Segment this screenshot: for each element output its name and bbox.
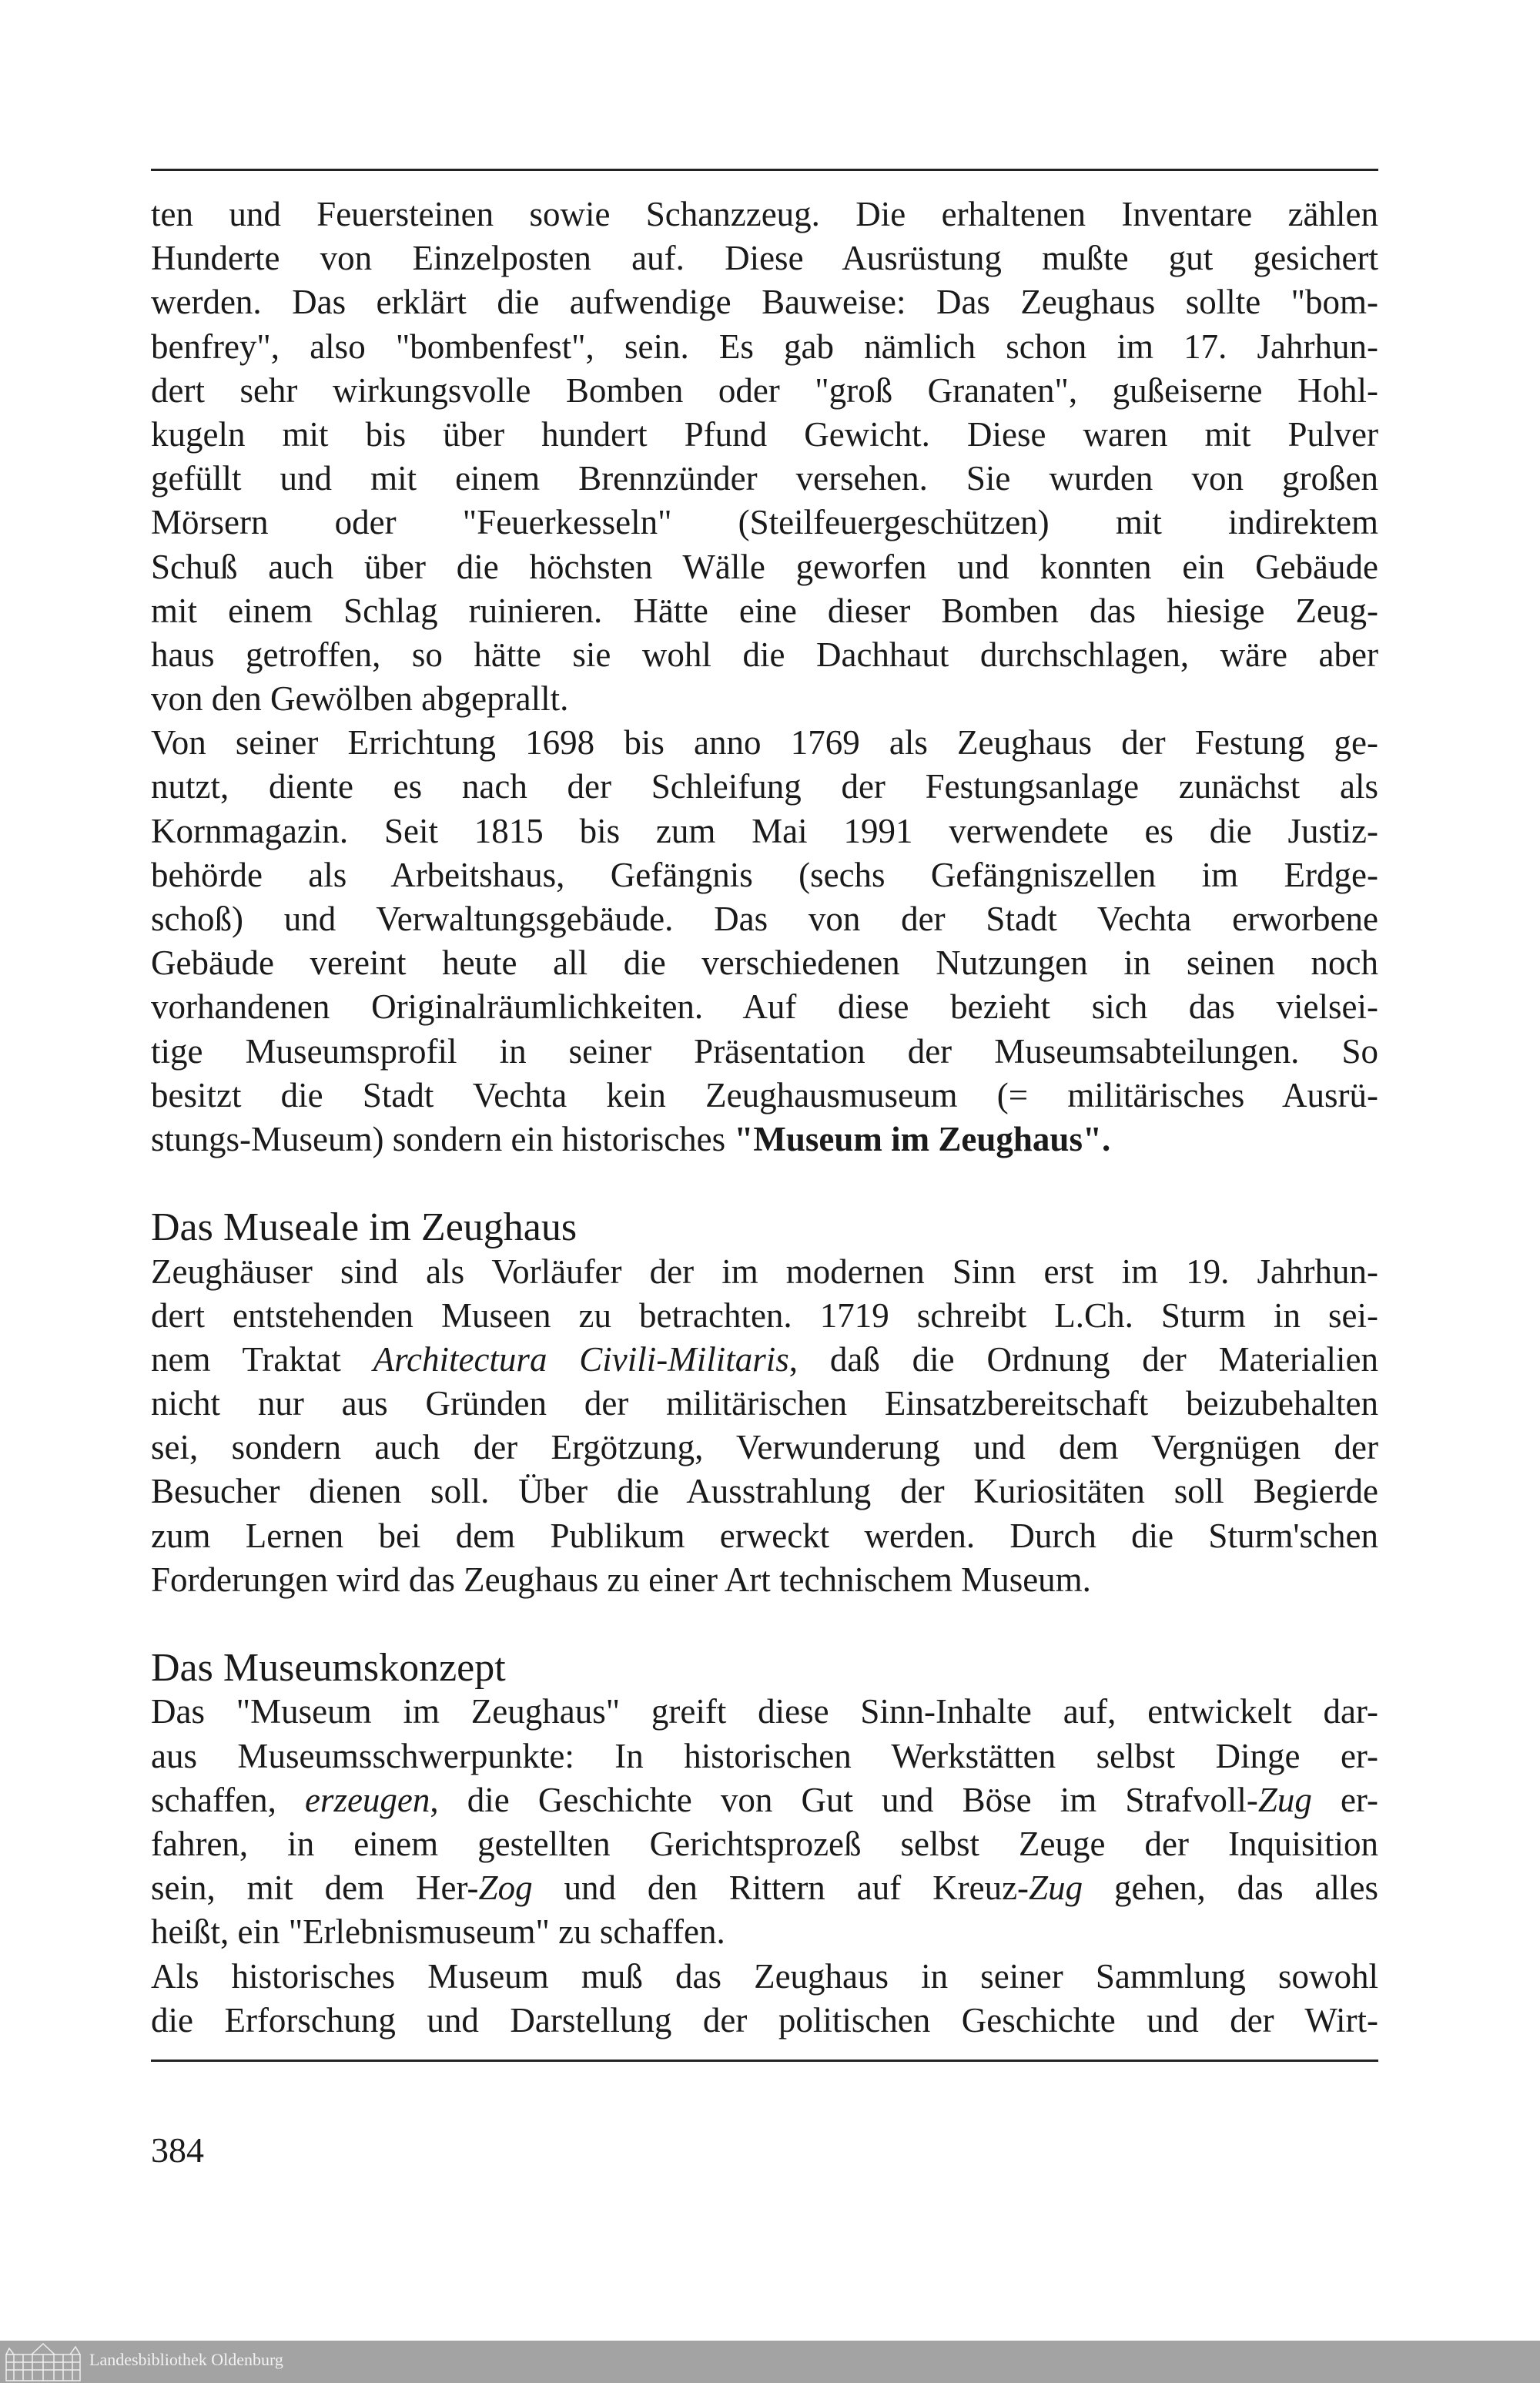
text-line: gefüllt und mit einem Brennzünder versehen. Sie wurden von großen bbox=[151, 459, 1378, 498]
text-segment: stungs-Museum) sondern ein historisches bbox=[151, 1119, 735, 1158]
text-line: Schuß auch über die höchsten Wälle geworfen und konnten ein Gebäude bbox=[151, 547, 1378, 586]
bottom-rule bbox=[151, 2060, 1378, 2062]
text-line: Hunderte von Einzelposten auf. Diese Ausrüstung mußte gut gesichert bbox=[151, 239, 1378, 278]
text-line: mit einem Schlag ruinieren. Hätte eine dieser Bomben das hiesige Zeug- bbox=[151, 591, 1378, 630]
blank-line bbox=[151, 1602, 1378, 1646]
text-line: zum Lernen bei dem Publikum erweckt werden. Durch die Sturm'schen bbox=[151, 1516, 1378, 1555]
text-segment: sein, mit dem Her- bbox=[151, 1869, 479, 1908]
text-line bbox=[151, 1118, 1378, 1161]
text-segment: nem Traktat bbox=[151, 1339, 373, 1379]
text-line: die Erforschung und Darstellung der politischen Geschichte und der Wirt- bbox=[151, 2000, 1378, 2039]
text-line: schoß) und Verwaltungsgebäude. Das von der Stadt Vechta erworbene bbox=[151, 900, 1378, 938]
italic-text: erzeugen bbox=[304, 1780, 430, 1819]
text-line bbox=[151, 1866, 1378, 1910]
text-line: Das "Museum im Zeughaus" greift diese Sinn-Inhalte auf, entwickelt dar- bbox=[151, 1692, 1378, 1731]
text-line bbox=[151, 1778, 1378, 1822]
text-line: Gebäude vereint heute all die verschiedenen Nutzungen in seinen noch bbox=[151, 943, 1378, 983]
paragraph bbox=[151, 1690, 1378, 1954]
text-line: haus getroffen, so hätte sie wohl die Dachhaut durchschlagen, wäre aber bbox=[151, 635, 1378, 674]
paragraph bbox=[151, 193, 1378, 721]
paragraph bbox=[151, 1955, 1378, 2043]
text-segment: , die Geschichte von Gut und Böse im Strafvoll- bbox=[430, 1780, 1258, 1819]
text-line: tige Museumsprofil in seiner Präsentation der Museumsabteilungen. So bbox=[151, 1031, 1378, 1071]
text-line: sei, sondern auch der Ergötzung, Verwunderung und dem Vergnügen der bbox=[151, 1428, 1378, 1467]
text-line: heißt, ein "Erlebnismuseum" zu schaffen. bbox=[151, 1912, 725, 1952]
paragraph bbox=[151, 721, 1378, 1161]
paragraph bbox=[151, 1250, 1378, 1603]
text-line: nutzt, diente es nach der Schleifung der Festungsanlage zunächst als bbox=[151, 767, 1378, 806]
page-number: 384 bbox=[151, 2130, 204, 2170]
text-line: aus Museumsschwerpunkte: In historischen Werkstätten selbst Dinge er- bbox=[151, 1736, 1378, 1775]
text-line: vorhandenen Originalräumlichkeiten. Auf diese bezieht sich das vielsei- bbox=[151, 987, 1378, 1027]
italic-text: Zug bbox=[1029, 1869, 1083, 1908]
text-line: nicht nur aus Gründen der militärischen Einsatzbereitschaft beizubehalten bbox=[151, 1384, 1378, 1423]
text-line: ten und Feuersteinen sowie Schanzzeug. Die erhaltenen Inventare zählen bbox=[151, 195, 1378, 233]
body-text bbox=[151, 193, 1378, 2043]
text-line: behörde als Arbeitshaus, Gefängnis (sechs Gefängniszellen im Erdge- bbox=[151, 855, 1378, 894]
top-rule bbox=[151, 169, 1378, 171]
text-line: besitzt die Stadt Vechta kein Zeughausmuseum (= militärisches Ausrü- bbox=[151, 1075, 1378, 1114]
text-line: kugeln mit bis über hundert Pfund Gewicht. Diese waren mit Pulver bbox=[151, 414, 1378, 454]
text-line: Mörsern oder "Feuerkesseln" (Steilfeuergeschützen) mit indirektem bbox=[151, 503, 1378, 542]
footer-bar bbox=[0, 2341, 1540, 2383]
text-line: Forderungen wird das Zeughaus zu einer Art technischem Museum. bbox=[151, 1560, 1091, 1599]
bold-text: "Museum im Zeughaus". bbox=[734, 1119, 1111, 1158]
italic-text: Architectura Civili-Militaris bbox=[373, 1339, 789, 1379]
section-heading: Das Museumskonzept bbox=[151, 1646, 506, 1691]
text-line: werden. Das erklärt die aufwendige Bauweise: Das Zeughaus sollte "bom- bbox=[151, 283, 1378, 322]
text-segment: schaffen, bbox=[151, 1780, 305, 1819]
italic-text: Zug bbox=[1257, 1780, 1312, 1819]
text-segment: gehen, das alles bbox=[1083, 1869, 1379, 1908]
blank-line bbox=[151, 1161, 1378, 1205]
text-line: benfrey", also "bombenfest", sein. Es gab nämlich schon im 17. Jahrhun- bbox=[151, 327, 1378, 366]
text-segment: , daß die Ordnung der Materialien bbox=[788, 1339, 1378, 1379]
text-segment: er- bbox=[1311, 1780, 1379, 1819]
text-line: Besucher dienen soll. Über die Ausstrahlung der Kuriositäten soll Begierde bbox=[151, 1472, 1378, 1511]
text-line: Zeughäuser sind als Vorläufer der im modernen Sinn erst im 19. Jahrhun- bbox=[151, 1252, 1378, 1291]
text-segment: und den Rittern auf Kreuz- bbox=[532, 1869, 1029, 1908]
italic-text: Zog bbox=[478, 1869, 533, 1908]
library-name: Landesbibliothek Oldenburg bbox=[89, 2350, 283, 2369]
text-line: von den Gewölben abgeprallt. bbox=[151, 679, 569, 719]
text-line: Als historisches Museum muß das Zeughaus in seiner Sammlung sowohl bbox=[151, 1956, 1378, 1996]
library-building-icon bbox=[5, 2342, 82, 2381]
text-line: dert entstehenden Museen zu betrachten. 1719 schreibt L.Ch. Sturm in sei- bbox=[151, 1295, 1378, 1335]
text-line: dert sehr wirkungsvolle Bomben oder "groß Granaten", gußeiserne Hohl- bbox=[151, 370, 1378, 410]
text-line: Kornmagazin. Seit 1815 bis zum Mai 1991 verwendete es die Justiz- bbox=[151, 811, 1378, 850]
text-line: fahren, in einem gestellten Gerichtsprozeß selbst Zeuge der Inquisition bbox=[151, 1824, 1378, 1863]
text-line: Von seiner Errichtung 1698 bis anno 1769 als Zeughaus der Festung ge- bbox=[151, 723, 1378, 762]
section-heading: Das Museale im Zeughaus bbox=[151, 1205, 578, 1250]
text-line bbox=[151, 1338, 1378, 1382]
